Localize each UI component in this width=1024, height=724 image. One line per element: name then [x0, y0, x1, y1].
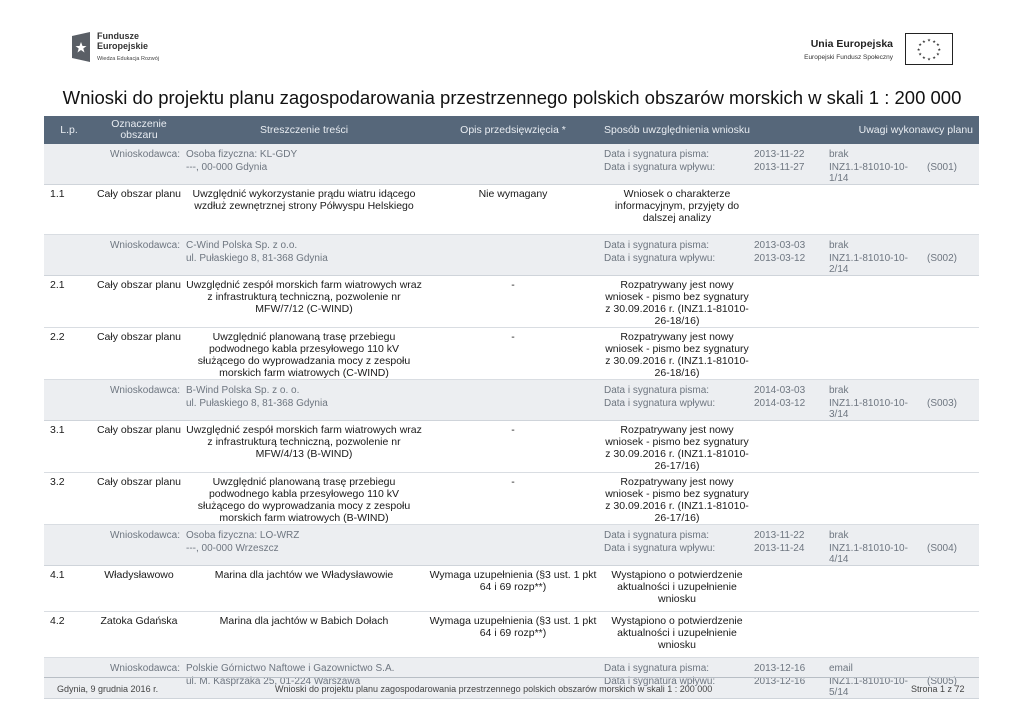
item-description: - [424, 328, 602, 380]
receipt-date-label: Data i sygnatura wpływu: [602, 162, 752, 185]
applicant-code: (S001) [917, 162, 979, 185]
col-header-lp: L.p. [44, 116, 94, 144]
receipt-date-label: Data i sygnatura wpływu: [602, 253, 752, 276]
svg-text:★: ★ [927, 56, 931, 62]
item-summary: Uwzględnić planowaną trasę przebiegu podwodnego kabla przesyłowego 110 kV służącego do wyprowadzania mocy z zespołu morskich farm wiatrowych (C-WIND) [184, 328, 424, 380]
applicant-code: (S002) [917, 253, 979, 276]
item-notes [752, 473, 979, 525]
item-notes [752, 421, 979, 473]
letter-date: 2013-11-22 [752, 144, 827, 162]
logo-left-line-1: Fundusze [97, 31, 139, 41]
item-area: Władysławowo [94, 566, 184, 612]
applicant-address: ul. M. Kasprzaka 25, 01-224 Warszawa [184, 676, 602, 699]
col-header-summary: Streszczenie treści [184, 116, 424, 144]
receipt-signature: INZ1.1-81010-10-1/14 [827, 162, 917, 185]
item-number: 4.2 [44, 612, 94, 658]
applications-table [44, 116, 979, 699]
item-method: Rozpatrywany jest nowy wniosek - pismo bez sygnatury z 30.09.2016 r. (INZ1.1-81010-26-17/16) [602, 421, 752, 473]
applicant-label: Wnioskodawca: [44, 144, 184, 162]
table-row [44, 328, 979, 380]
footer-title: Wnioski do projektu planu zagospodarowania przestrzennego polskich obszarów morskich w skali 1 : 200 000 [275, 684, 713, 694]
letter-signature: brak [827, 144, 979, 162]
applicant-address-row [44, 253, 979, 276]
table-row [44, 421, 979, 473]
table-header [44, 116, 979, 144]
letter-date-label: Data i sygnatura pisma: [602, 525, 752, 544]
item-number: 3.2 [44, 473, 94, 525]
applicant-label: Wnioskodawca: [44, 525, 184, 544]
item-number: 3.1 [44, 421, 94, 473]
applicant-code: (S005) [917, 676, 979, 699]
item-summary: Uwzględnić wykorzystanie prądu wiatru idącego wzdłuż zewnętrznej strony Półwyspu Helskiego [184, 185, 424, 235]
applicant-address-row [44, 543, 979, 566]
receipt-date-label: Data i sygnatura wpływu: [602, 543, 752, 566]
table-row [44, 566, 979, 612]
svg-text:★: ★ [937, 46, 942, 52]
item-area: Zatoka Gdańska [94, 612, 184, 658]
col-header-description: Opis przedsięwzięcia * [424, 116, 602, 144]
item-description: Wymaga uzupełnienia (§3 ust. 1 pkt 64 i 69 rozp**) [424, 612, 602, 658]
applicant-address: ul. Pułaskiego 8, 81-368 Gdynia [184, 398, 602, 421]
applicant-label: Wnioskodawca: [44, 658, 184, 677]
logo-right-title: Unia Europejska [810, 38, 893, 50]
applicant-row [44, 144, 979, 162]
applicant-code: (S004) [917, 543, 979, 566]
applicant-label: Wnioskodawca: [44, 380, 184, 399]
footer-date: Gdynia, 9 grudnia 2016 r. [57, 684, 159, 694]
spacer-cell [44, 253, 184, 276]
col-header-notes: Uwagi wykonawcy planu [752, 116, 979, 144]
item-description: - [424, 276, 602, 328]
spacer-cell [44, 162, 184, 185]
applicant-address-row [44, 162, 979, 185]
item-number: 4.1 [44, 566, 94, 612]
letter-date-label: Data i sygnatura pisma: [602, 235, 752, 254]
eu-funds-star-icon [70, 32, 92, 62]
item-method: Rozpatrywany jest nowy wniosek - pismo bez sygnatury z 30.09.2016 r. (INZ1.1-81010-26-18/16) [602, 328, 752, 380]
receipt-date: 2013-11-24 [752, 543, 827, 566]
page-title: Wnioski do projektu planu zagospodarowania przestrzennego polskich obszarów morskich w skali 1 : 200 000 [62, 87, 962, 108]
applicant-name: Osoba fizyczna: KL-GDY [184, 144, 602, 162]
item-description: - [424, 421, 602, 473]
item-notes [752, 185, 979, 235]
item-summary: Marina dla jachtów we Władysławowie [184, 566, 424, 612]
applicant-row [44, 525, 979, 544]
receipt-date: 2013-03-12 [752, 253, 827, 276]
applicant-address: ---, 00-000 Wrzeszcz [184, 543, 602, 566]
item-area: Cały obszar planu [94, 328, 184, 380]
receipt-signature: INZ1.1-81010-10-4/14 [827, 543, 917, 566]
eu-flag-icon [905, 33, 953, 65]
col-header-area: Oznaczenie obszaru [94, 116, 184, 144]
item-area: Cały obszar planu [94, 473, 184, 525]
item-area: Cały obszar planu [94, 421, 184, 473]
item-notes [752, 276, 979, 328]
receipt-signature: INZ1.1-81010-10-3/14 [827, 398, 917, 421]
letter-signature: email [827, 658, 979, 677]
item-number: 2.2 [44, 328, 94, 380]
item-notes [752, 328, 979, 380]
eu-funds-logo [70, 30, 180, 70]
letter-signature: brak [827, 380, 979, 399]
letter-date: 2013-11-22 [752, 525, 827, 544]
item-description: - [424, 473, 602, 525]
applicant-name: B-Wind Polska Sp. z o. o. [184, 380, 602, 399]
svg-text:★: ★ [936, 51, 940, 57]
applicant-address: ---, 00-000 Gdynia [184, 162, 602, 185]
letter-date: 2014-03-03 [752, 380, 827, 399]
receipt-date-label: Data i sygnatura wpływu: [602, 398, 752, 421]
receipt-date: 2014-03-12 [752, 398, 827, 421]
table-row [44, 473, 979, 525]
item-notes [752, 612, 979, 658]
logo-left-subtitle: Wiedza Edukacja Rozwój [97, 56, 160, 62]
eu-logo [775, 33, 955, 69]
table-row [44, 276, 979, 328]
svg-text:★: ★ [918, 42, 922, 48]
receipt-date: 2013-11-27 [752, 162, 827, 185]
letter-date-label: Data i sygnatura pisma: [602, 144, 752, 162]
svg-text:★: ★ [916, 46, 921, 52]
applicant-name: C-Wind Polska Sp. z o.o. [184, 235, 602, 254]
item-description: Wymaga uzupełnienia (§3 ust. 1 pkt 64 i 69 rozp**) [424, 566, 602, 612]
item-area: Cały obszar planu [94, 185, 184, 235]
applicant-row [44, 380, 979, 399]
applicant-row [44, 658, 979, 677]
applicant-name: Polskie Górnictwo Naftowe i Gazownictwo S.A. [184, 658, 602, 677]
svg-text:★: ★ [921, 54, 926, 60]
receipt-signature: INZ1.1-81010-10-5/14 [827, 676, 917, 699]
logo-left-line-2: Europejskie [97, 40, 149, 51]
letter-signature: brak [827, 525, 979, 544]
item-description: Nie wymagany [424, 185, 602, 235]
table-row [44, 185, 979, 235]
svg-text:★: ★ [921, 38, 926, 44]
applicant-address-row [44, 398, 979, 421]
item-summary: Uwzględnić zespół morskich farm wiatrowych wraz z infrastrukturą techniczną, pozwolenie nr MFW/7/12 (C-WIND) [184, 276, 424, 328]
receipt-date: 2013-12-16 [752, 676, 827, 699]
item-method: Wystąpiono o potwierdzenie aktualności i uzupełnienie wniosku [602, 566, 752, 612]
letter-date: 2013-03-03 [752, 235, 827, 254]
table-body [44, 144, 979, 699]
letter-date: 2013-12-16 [752, 658, 827, 677]
logo-right-subtitle: Europejski Fundusz Społeczny [804, 54, 893, 61]
item-summary: Uwzględnić zespół morskich farm wiatrowych wraz z infrastrukturą techniczną, pozwolenie nr MFW/4/13 (B-WIND) [184, 421, 424, 473]
item-method: Rozpatrywany jest nowy wniosek - pismo bez sygnatury z 30.09.2016 r. (INZ1.1-81010-26-18/16) [602, 276, 752, 328]
applicant-code: (S003) [917, 398, 979, 421]
spacer-cell [44, 543, 184, 566]
item-notes [752, 566, 979, 612]
item-method: Rozpatrywany jest nowy wniosek - pismo bez sygnatury z 30.09.2016 r. (INZ1.1-81010-26-17/16) [602, 473, 752, 525]
item-summary: Marina dla jachtów w Babich Dołach [184, 612, 424, 658]
spacer-cell [44, 398, 184, 421]
letter-date-label: Data i sygnatura pisma: [602, 380, 752, 399]
footer-page: Strona 1 z 72 [911, 684, 965, 694]
applicant-label: Wnioskodawca: [44, 235, 184, 254]
applicant-row [44, 235, 979, 254]
table-row [44, 612, 979, 658]
item-number: 2.1 [44, 276, 94, 328]
applicant-name: Osoba fizyczna: LO-WRZ [184, 525, 602, 544]
letter-signature: brak [827, 235, 979, 254]
letter-date-label: Data i sygnatura pisma: [602, 658, 752, 677]
svg-text:★: ★ [932, 38, 937, 44]
applicant-address: ul. Pułaskiego 8, 81-368 Gdynia [184, 253, 602, 276]
receipt-date-label: Data i sygnatura wpływu: [602, 676, 752, 699]
item-number: 1.1 [44, 185, 94, 235]
svg-text:★: ★ [927, 37, 931, 43]
col-header-method: Sposób uwzględnienia wniosku [602, 116, 752, 144]
svg-text:★: ★ [932, 54, 937, 60]
item-method: Wystąpiono o potwierdzenie aktualności i uzupełnienie wniosku [602, 612, 752, 658]
receipt-signature: INZ1.1-81010-10-2/14 [827, 253, 917, 276]
item-method: Wniosek o charakterze informacyjnym, przyjęty do dalszej analizy [602, 185, 752, 235]
item-area: Cały obszar planu [94, 276, 184, 328]
svg-text:★: ★ [936, 42, 940, 48]
footer-divider [44, 677, 979, 678]
item-summary: Uwzględnić planowaną trasę przebiegu podwodnego kabla przesyłowego 110 kV służącego do wyprowadzania mocy z zespołu morskich farm wiatrowych (B-WIND) [184, 473, 424, 525]
svg-text:★: ★ [918, 51, 922, 57]
